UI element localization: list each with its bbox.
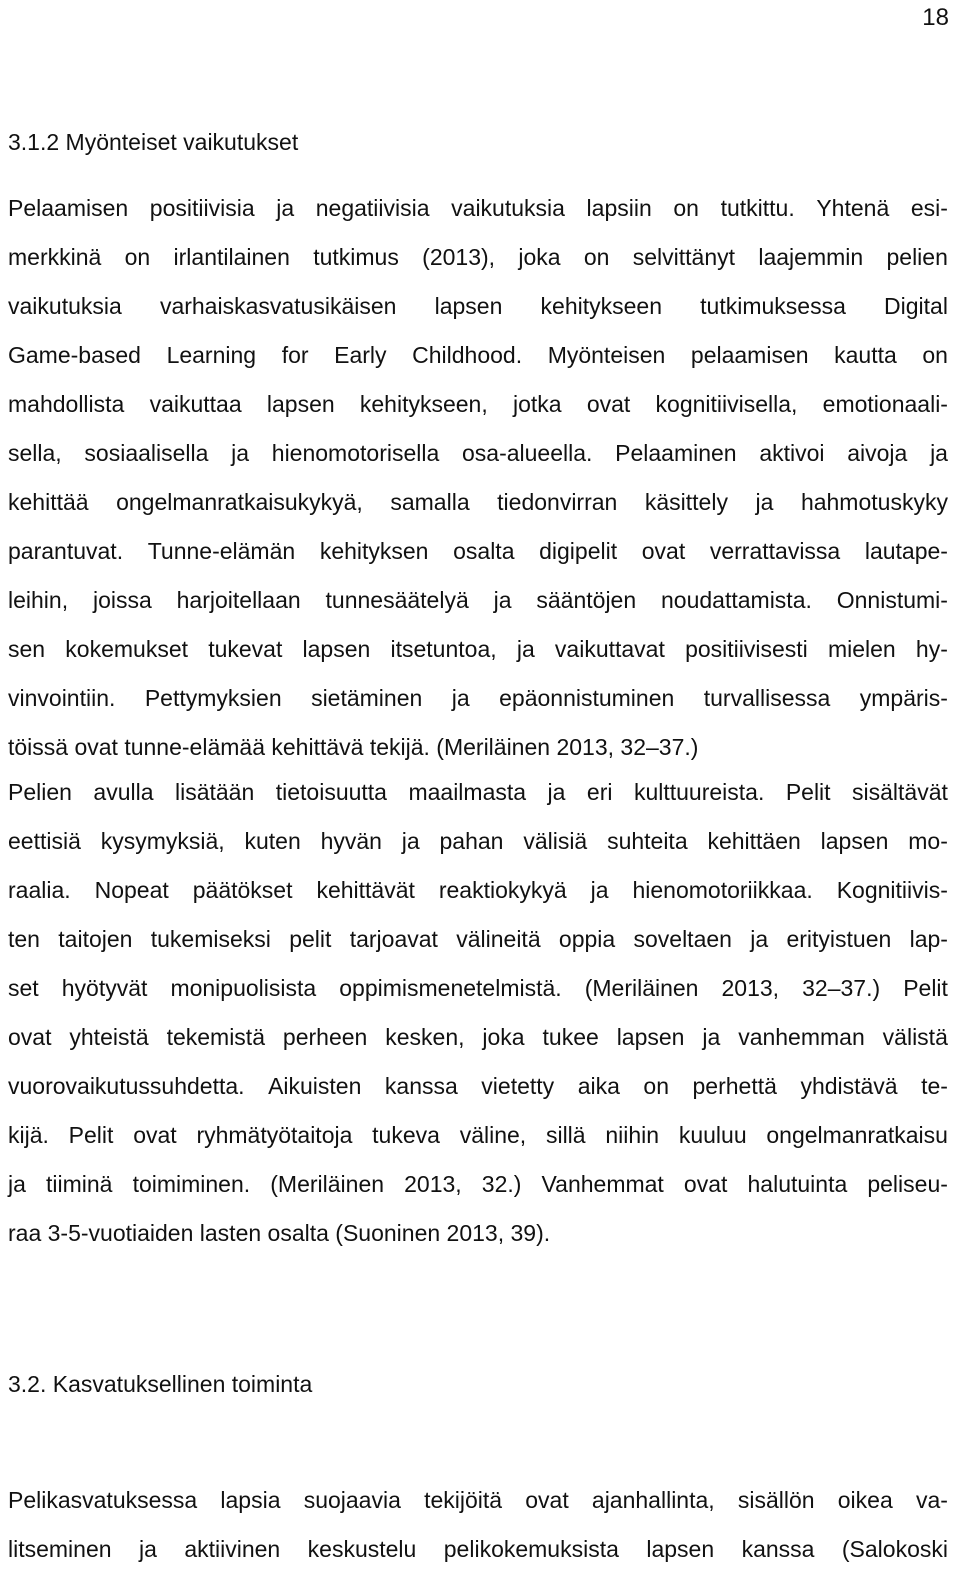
text-line: sen kokemukset tukevat lapsen itsetuntoa, ja vaikuttavat positiivisesti mielen hy- [8, 636, 948, 662]
text-line: kehittää ongelmanratkaisukykyä, samalla tiedonvirran käsittely ja hahmotuskyky [8, 489, 948, 515]
text-line: vinvointiin. Pettymyksien sietäminen ja epäonnistuminen turvallisessa ympäris- [8, 685, 948, 711]
text-line: Pelien avulla lisätään tietoisuutta maailmasta ja eri kulttuureista. Pelit sisältävät [8, 779, 948, 805]
text-line: vuorovaikutussuhdetta. Aikuisten kanssa vietetty aika on perhettä yhdistävä te- [8, 1073, 948, 1099]
text-line: raa 3-5-vuotiaiden lasten osalta (Suoninen 2013, 39). [8, 1220, 551, 1246]
text-line: ja tiiminä toimiminen. (Meriläinen 2013, 32.) Vanhemmat ovat halutuinta peliseu- [8, 1171, 948, 1197]
text-line: mahdollista vaikuttaa lapsen kehitykseen, jotka ovat kognitiivisella, emotionaali- [8, 391, 948, 417]
text-line: ovat yhteistä tekemistä perheen kesken, joka tukee lapsen ja vanhemman välistä [8, 1024, 948, 1050]
text-line: merkkinä on irlantilainen tutkimus (2013), joka on selvittänyt laajemmin pelien [8, 244, 948, 270]
text-line: ten taitojen tukemiseksi pelit tarjoavat välineitä oppia soveltaen ja erityistuen lap- [8, 926, 948, 952]
text-line: litseminen ja aktiivinen keskustelu pelikokemuksista lapsen kanssa (Salokoski [8, 1536, 948, 1562]
paragraph-1 [8, 184, 948, 772]
text-line: Game-based Learning for Early Childhood. Myönteisen pelaamisen kautta on [8, 342, 948, 368]
text-line: leihin, joissa harjoitellaan tunnesäätelyä ja sääntöjen noudattamista. Onnistumi- [8, 587, 948, 613]
text-line: raalia. Nopeat päätökset kehittävät reaktiokykyä ja hienomotoriikkaa. Kognitiivis- [8, 877, 948, 903]
text-line: kijä. Pelit ovat ryhmätyötaitoja tukeva väline, sillä niihin kuuluu ongelmanratkaisu [8, 1122, 948, 1148]
paragraph-3 [8, 1476, 948, 1574]
text-line: töissä ovat tunne-elämää kehittävä tekijä. (Meriläinen 2013, 32–37.) [8, 734, 699, 760]
section-heading-3-1-2: 3.1.2 Myönteiset vaikutukset [8, 129, 299, 155]
text-line: sella, sosiaalisella ja hienomotorisella osa-alueella. Pelaaminen aktivoi aivoja ja [8, 440, 948, 466]
text-line: parantuvat. Tunne-elämän kehityksen osalta digipelit ovat verrattavissa lautape- [8, 538, 948, 564]
section-heading-3-2: 3.2. Kasvatuksellinen toiminta [8, 1371, 313, 1397]
text-line: Pelaamisen positiivisia ja negatiivisia vaikutuksia lapsiin on tutkittu. Yhtenä esi- [8, 195, 948, 221]
text-line: vaikutuksia varhaiskasvatusikäisen lapsen kehitykseen tutkimuksessa Digital [8, 293, 948, 319]
text-line: Pelikasvatuksessa lapsia suojaavia tekijöitä ovat ajanhallinta, sisällön oikea va- [8, 1487, 948, 1513]
page-number: 18 [922, 4, 949, 31]
paragraph-2 [8, 768, 948, 1258]
text-line: eettisiä kysymyksiä, kuten hyvän ja pahan välisiä suhteita kehittäen lapsen mo- [8, 828, 948, 854]
text-line: set hyötyvät monipuolisista oppimismenetelmistä. (Meriläinen 2013, 32–37.) Pelit [8, 975, 948, 1001]
